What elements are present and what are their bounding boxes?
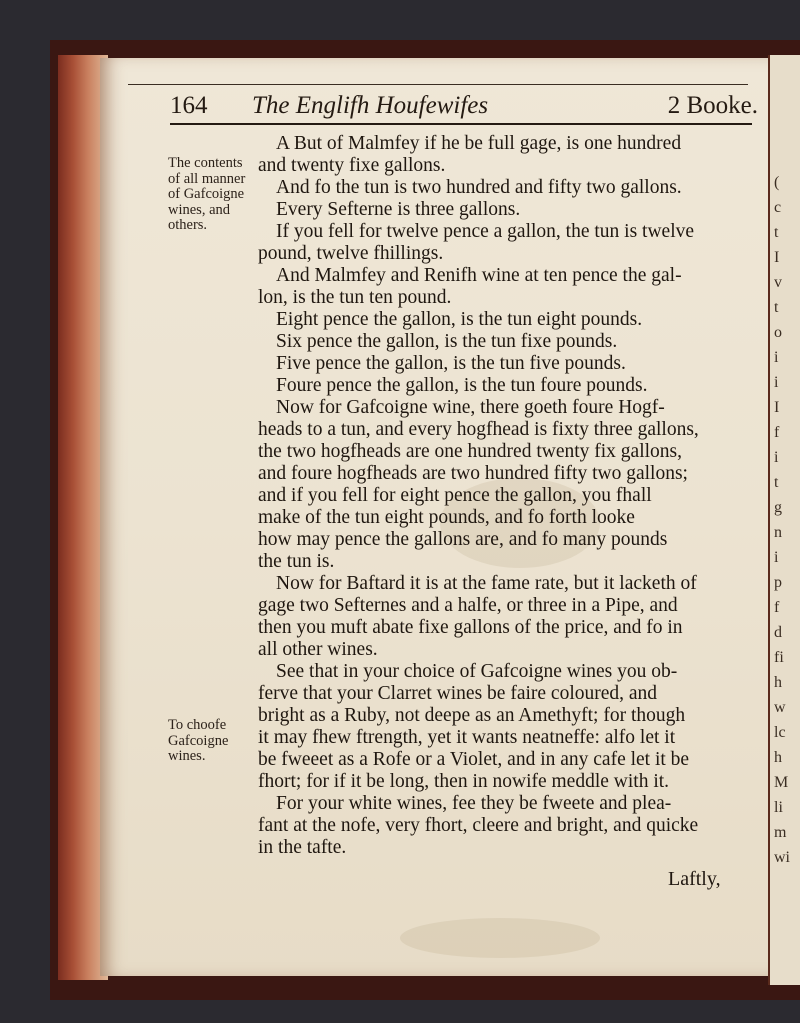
- text-line: Five pence the gallon, is the tun five pounds.: [276, 353, 626, 374]
- next-page-fragment: i: [774, 449, 779, 466]
- text-line: how may pence the gallons are, and fo many pounds: [258, 529, 668, 550]
- next-page-fragment: f: [774, 424, 780, 441]
- page-stain: [400, 918, 600, 958]
- text-line: Now for Baftard it is at the fame rate, but it lacketh of: [276, 573, 697, 594]
- next-page-fragment: i: [774, 549, 779, 566]
- next-page-fragment: I: [774, 249, 780, 266]
- margin-note-line: wines.: [168, 748, 206, 764]
- margin-note-line: To choofe: [168, 717, 227, 733]
- next-page-fragment: I: [774, 399, 780, 416]
- next-page-fragment: lc: [774, 724, 786, 741]
- text-line: bright as a Ruby, not deepe as an Amethyft; for though: [258, 705, 686, 726]
- margin-note-line: others.: [168, 217, 208, 233]
- next-page-fragment: f: [774, 599, 780, 616]
- text-line: If you fell for twelve pence a gallon, the tun is twelve: [276, 221, 695, 242]
- text-line: pound, twelve fhillings.: [258, 243, 444, 264]
- text-line: For your white wines, fee they be fweete and plea-: [276, 793, 672, 814]
- text-line: all other wines.: [258, 639, 378, 660]
- next-page-fragment: n: [774, 524, 782, 541]
- text-line: ferve that your Clarret wines be faire coloured, and: [258, 683, 658, 704]
- next-page-edge: [768, 55, 800, 985]
- header-rule: [170, 123, 752, 125]
- margin-note-contents: [168, 156, 245, 234]
- text-line: it may fhew ftrength, yet it wants neatneffe: alfo let it: [258, 727, 676, 748]
- text-line: And Malmfey and Renifh wine at ten pence the gal-: [276, 265, 682, 286]
- text-line: See that in your choice of Gafcoigne wines you ob-: [276, 661, 678, 682]
- page-header: [170, 92, 760, 120]
- next-page-fragment: t: [774, 474, 779, 491]
- page-number: 164: [170, 92, 208, 119]
- text-line: Eight pence the gallon, is the tun eight pounds.: [276, 309, 643, 330]
- text-line: and twenty fixe gallons.: [258, 155, 446, 176]
- next-page-fragment: p: [774, 574, 782, 591]
- next-page-fragment: m: [774, 824, 787, 841]
- next-page-fragment: h: [774, 674, 782, 691]
- book-label: 2 Booke.: [667, 92, 758, 119]
- margin-note-choose: [168, 718, 228, 765]
- text-line: then you muft abate fixe gallons of the price, and fo in: [258, 617, 683, 638]
- next-page-fragment: li: [774, 799, 783, 816]
- next-page-fragment: t: [774, 299, 779, 316]
- next-page-fragment: i: [774, 374, 779, 391]
- text-line: And fo the tun is two hundred and fifty two gallons.: [276, 177, 682, 198]
- next-page-fragment: w: [774, 699, 786, 716]
- next-page-fragment: h: [774, 749, 782, 766]
- text-line: Every Sefterne is three gallons.: [276, 199, 521, 220]
- next-page-fragment: M: [774, 774, 789, 791]
- text-line: be fweeet as a Rofe or a Violet, and in any cafe let it be: [258, 749, 690, 770]
- text-line: Now for Gafcoigne wine, there goeth foure Hogf-: [276, 397, 665, 418]
- text-line: A But of Malmfey if he be full gage, is one hundred: [276, 133, 682, 154]
- text-line: and foure hogfheads are two hundred fifty two gallons;: [258, 463, 688, 484]
- top-rule: [128, 84, 748, 85]
- text-line: in the tafte.: [258, 837, 347, 858]
- text-line: and if you fell for eight pence the gallon, you fhall: [258, 485, 652, 506]
- margin-note-line: Gafcoigne: [168, 732, 229, 749]
- text-line: lon, is the tun ten pound.: [258, 287, 452, 308]
- next-page-fragment: (: [774, 174, 780, 191]
- text-line: Six pence the gallon, is the tun fixe pounds.: [276, 331, 618, 352]
- catchword: Laftly,: [668, 868, 721, 890]
- next-page-fragment: wi: [774, 849, 790, 866]
- margin-note-line: of all manner: [168, 170, 246, 187]
- text-line: fant at the nofe, very fhort, cleere and bright, and quicke: [258, 815, 699, 836]
- margin-note-line: wines, and: [168, 201, 231, 218]
- running-title: The Englifh Houfewifes: [252, 92, 489, 119]
- next-page-fragment: g: [774, 499, 782, 516]
- next-page-fragment: v: [774, 274, 782, 291]
- text-line: make of the tun eight pounds, and fo forth looke: [258, 507, 635, 528]
- text-line: heads to a tun, and every hogfhead is fixty three gallons,: [258, 419, 699, 440]
- text-line: fhort; for if it be long, then in nowife meddle with it.: [258, 771, 670, 792]
- next-page-fragment: fi: [774, 649, 784, 666]
- text-line: the tun is.: [258, 551, 335, 572]
- next-page-fragment: d: [774, 624, 782, 641]
- next-page-fragment: c: [774, 199, 782, 216]
- next-page-fragment: t: [774, 224, 779, 241]
- next-page-fragment: o: [774, 324, 782, 341]
- text-line: Foure pence the gallon, is the tun foure pounds.: [276, 375, 648, 396]
- text-line: gage two Sefternes and a halfe, or three in a Pipe, and: [258, 595, 678, 616]
- margin-note-line: The contents: [168, 155, 243, 171]
- text-line: the two hogfheads are one hundred twenty fix gallons,: [258, 441, 683, 462]
- margin-note-line: of Gafcoigne: [168, 186, 245, 202]
- next-page-fragment: i: [774, 349, 779, 366]
